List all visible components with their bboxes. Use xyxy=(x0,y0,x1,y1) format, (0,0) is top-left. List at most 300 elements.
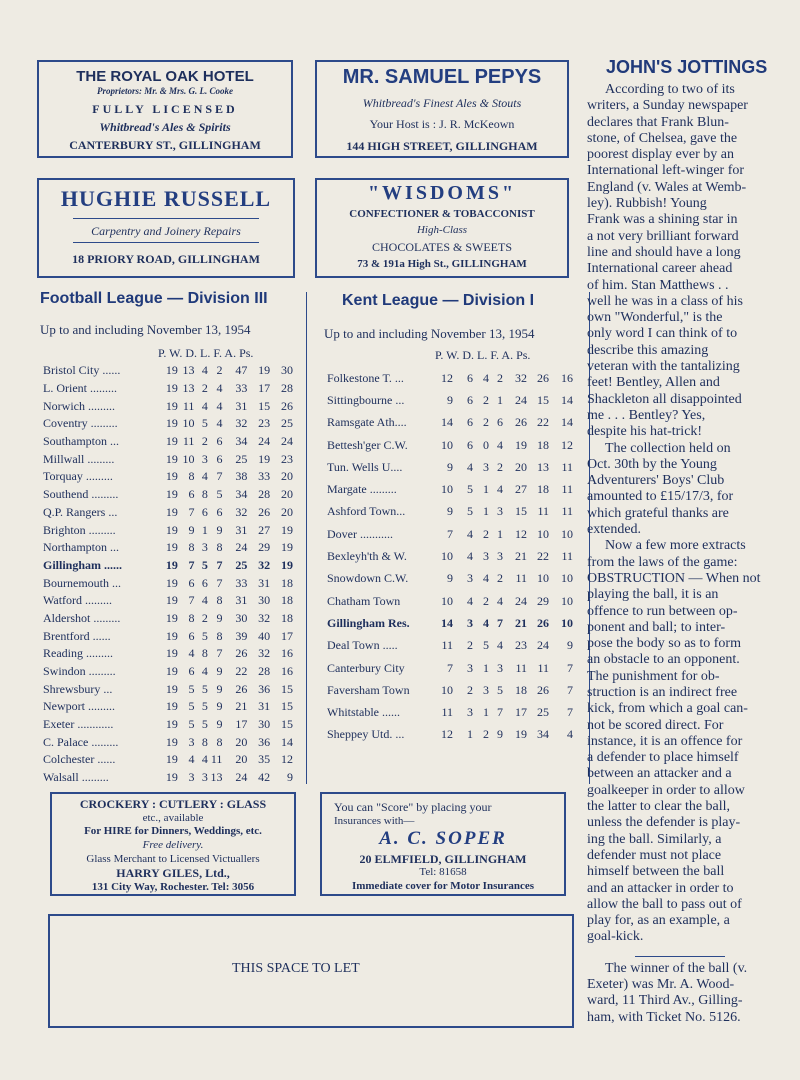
table-row xyxy=(43,610,293,628)
stat-pts: 14 xyxy=(281,734,293,749)
team-name: Colchester ...... xyxy=(43,752,116,767)
stat-d: 5 xyxy=(201,628,208,643)
ad-ac-soper xyxy=(320,792,566,896)
jottings-line: of him. Stan Matthews . . xyxy=(587,277,729,293)
jottings-line: allow the ball to pass out of xyxy=(587,896,742,912)
jottings-line: ley). Rubbish! Young xyxy=(587,196,707,212)
stat-a: 15 xyxy=(258,398,271,413)
stat-f: 34 xyxy=(235,434,248,449)
stat-p: 19 xyxy=(165,628,178,643)
stat-l: 6 xyxy=(497,415,503,430)
stat-w: 6 xyxy=(467,392,473,407)
jottings-line: The punishment for ob- xyxy=(587,668,720,684)
stat-w: 1 xyxy=(467,727,473,742)
ad-royal-oak-hotel xyxy=(37,60,293,158)
stat-d: 4 xyxy=(483,571,489,586)
giles-line-1: CROCKERY : CUTLERY : GLASS xyxy=(79,797,267,811)
jottings-paragraph-2 xyxy=(587,441,781,539)
stat-w: 8 xyxy=(188,540,195,555)
jottings-line: himself between the ball xyxy=(587,864,725,880)
team-name: Tun. Wells U.... xyxy=(327,459,403,474)
team-name: Bournemouth ... xyxy=(43,575,121,590)
stat-l: 4 xyxy=(216,416,223,431)
stat-p: 7 xyxy=(447,526,453,541)
stat-p: 19 xyxy=(165,717,178,732)
jottings-line: the latter to clear the ball, xyxy=(587,799,731,815)
table-row xyxy=(327,523,573,545)
stat-pts: 14 xyxy=(561,392,573,407)
stat-w: 6 xyxy=(188,664,195,679)
team-name: Millwall ......... xyxy=(43,451,115,466)
stat-l: 11 xyxy=(210,752,223,767)
stat-l: 1 xyxy=(497,392,503,407)
stat-w: 8 xyxy=(188,469,195,484)
jottings-line: writers, a Sunday newspaper xyxy=(587,98,748,114)
stat-l: 4 xyxy=(497,593,503,608)
table-row xyxy=(43,592,293,610)
jottings-line: International left-winger for xyxy=(587,163,745,179)
jottings-line: poorest display ever by an xyxy=(587,147,734,163)
stat-a: 31 xyxy=(258,699,271,714)
jottings-line: Now a few more extracts xyxy=(605,538,746,554)
stat-a: 24 xyxy=(537,638,549,653)
stat-f: 11 xyxy=(515,571,527,586)
column-rule-left xyxy=(306,292,307,784)
stat-a: 32 xyxy=(258,610,271,625)
team-name: Watford ......... xyxy=(43,593,113,608)
jottings-line: pose the body so as to form xyxy=(587,636,741,652)
soper-line-1: You can "Score" by placing your xyxy=(334,800,492,814)
jottings-line: Exeter) was Mr. A. Wood- xyxy=(587,977,735,993)
stat-pts: 10 xyxy=(561,526,573,541)
stat-d: 2 xyxy=(201,610,208,625)
stat-a: 34 xyxy=(537,727,549,742)
stat-a: 36 xyxy=(258,681,271,696)
stat-w: 3 xyxy=(188,734,195,749)
stat-a: 27 xyxy=(258,522,271,537)
stat-f: 21 xyxy=(515,549,527,564)
stat-l: 5 xyxy=(216,487,223,502)
stat-p: 19 xyxy=(165,593,178,608)
stat-p: 19 xyxy=(165,752,178,767)
soper-name: A. C. SOPER xyxy=(379,828,507,849)
stat-a: 26 xyxy=(537,682,549,697)
jottings-line: struction is an indirect free xyxy=(587,684,738,700)
table-row xyxy=(327,612,573,634)
giles-line-7: 131 City Way, Rochester. Tel: 3056 xyxy=(91,881,255,893)
stat-w: 6 xyxy=(467,437,473,452)
stat-w: 4 xyxy=(467,549,473,564)
stat-d: 4 xyxy=(201,363,208,378)
jottings-line: ing the ball. Similarly, a xyxy=(587,831,722,847)
stat-pts: 26 xyxy=(281,398,293,413)
stat-l: 7 xyxy=(497,615,503,630)
team-name: Reading ......... xyxy=(43,646,113,661)
football-league-title: Football League — Division III xyxy=(40,290,268,307)
stat-d: 4 xyxy=(483,370,489,385)
pepys-host: Your Host is : J. R. McKeown xyxy=(369,117,515,131)
stat-p: 19 xyxy=(165,540,178,555)
stat-pts: 10 xyxy=(561,593,573,608)
stat-w: 5 xyxy=(467,482,473,497)
team-name: Coventry ......... xyxy=(43,416,118,431)
stat-w: 10 xyxy=(182,416,195,431)
kent-league-table xyxy=(327,367,573,746)
football-league-subtitle: Up to and including November 13, 1954 xyxy=(40,322,251,337)
table-row xyxy=(327,478,573,500)
stat-l: 8 xyxy=(216,593,223,608)
team-name: Snowdown C.W. xyxy=(327,571,409,586)
stat-f: 19 xyxy=(515,727,527,742)
jottings-line: despite his hat-trick! xyxy=(587,424,703,440)
jottings-line: extended. xyxy=(587,522,642,538)
stat-a: 24 xyxy=(258,434,271,449)
stat-a: 28 xyxy=(258,664,271,679)
stat-d: 2 xyxy=(201,434,208,449)
stat-a: 18 xyxy=(537,437,549,452)
stat-pts: 11 xyxy=(561,459,573,474)
soper-tel: Tel: 81658 xyxy=(419,866,467,878)
jottings-line: own "Wonderful," is the xyxy=(587,310,723,326)
stat-a: 42 xyxy=(258,770,271,785)
stat-a: 19 xyxy=(258,363,271,378)
kent-league-header: P. W. D. L. F. A. Ps. xyxy=(435,348,531,362)
ad-hughie-russell xyxy=(37,178,295,278)
stat-w: 4 xyxy=(188,752,195,767)
team-name: Exeter ............ xyxy=(43,717,114,732)
stat-w: 6 xyxy=(188,628,195,643)
jottings-line: Adventurers' Boys' Club xyxy=(587,473,725,489)
stat-f: 32 xyxy=(235,504,248,519)
jottings-line: playing the ball, it is an xyxy=(587,587,719,603)
team-name: Shrewsbury ... xyxy=(43,681,113,696)
stat-f: 18 xyxy=(515,682,527,697)
ad-wisdoms xyxy=(315,178,569,278)
jottings-line: goal-kick. xyxy=(587,929,644,945)
stat-w: 3 xyxy=(467,660,473,675)
stat-d: 3 xyxy=(201,770,208,785)
table-row xyxy=(327,367,573,389)
stat-a: 18 xyxy=(537,482,549,497)
stat-d: 4 xyxy=(201,752,208,767)
stat-a: 26 xyxy=(537,370,549,385)
table-row xyxy=(43,415,293,433)
team-name: Aldershot ......... xyxy=(43,610,121,625)
stat-p: 10 xyxy=(441,482,453,497)
royal-oak-licensed: FULLY LICENSED xyxy=(92,102,238,116)
stat-l: 4 xyxy=(216,381,223,396)
giles-line-2: etc., available xyxy=(142,812,204,824)
jottings-line: only word I can think of to xyxy=(587,326,738,342)
stat-f: 17 xyxy=(235,717,248,732)
stat-d: 5 xyxy=(201,557,208,572)
team-name: Walsall ......... xyxy=(43,770,109,785)
stat-f: 15 xyxy=(515,504,527,519)
team-name: Whitstable ...... xyxy=(327,705,400,720)
stat-f: 26 xyxy=(235,681,248,696)
stat-f: 11 xyxy=(515,660,527,675)
jottings-column xyxy=(587,82,781,1026)
stat-l: 9 xyxy=(216,664,223,679)
stat-l: 4 xyxy=(497,437,503,452)
team-name: Swindon ......... xyxy=(43,664,116,679)
russell-title: HUGHIE RUSSELL xyxy=(60,186,272,211)
stat-pts: 10 xyxy=(561,615,573,630)
stat-f: 38 xyxy=(235,469,248,484)
stat-l: 9 xyxy=(216,522,223,537)
stat-d: 5 xyxy=(201,717,208,732)
stat-pts: 19 xyxy=(281,540,293,555)
stat-l: 5 xyxy=(497,682,503,697)
jottings-line: declares that Frank Blun- xyxy=(587,114,729,130)
russell-address: 18 PRIORY ROAD, GILLINGHAM xyxy=(72,252,260,266)
soper-cover: Immediate cover for Motor Insurances xyxy=(351,880,535,892)
stat-d: 6 xyxy=(201,575,208,590)
stat-l: 2 xyxy=(216,363,223,378)
table-row xyxy=(327,635,573,657)
stat-f: 31 xyxy=(235,522,248,537)
table-row xyxy=(43,663,293,681)
stat-d: 3 xyxy=(201,540,208,555)
stat-a: 40 xyxy=(258,628,271,643)
stat-a: 26 xyxy=(258,504,271,519)
stat-d: 5 xyxy=(483,638,489,653)
stat-a: 23 xyxy=(258,416,271,431)
stat-d: 5 xyxy=(201,681,208,696)
stat-l: 9 xyxy=(497,727,503,742)
jottings-line: a defender to place himself xyxy=(587,750,739,766)
kent-league-title: Kent League — Division I xyxy=(342,292,535,309)
russell-divider-2 xyxy=(73,242,259,243)
stat-w: 5 xyxy=(188,717,195,732)
stat-d: 4 xyxy=(201,469,208,484)
giles-line-4: Free delivery. xyxy=(142,839,204,851)
stat-w: 2 xyxy=(467,638,473,653)
team-name: Northampton ... xyxy=(43,540,119,555)
stat-pts: 18 xyxy=(281,575,293,590)
table-row xyxy=(327,679,573,701)
jottings-line: kick, from which a goal can- xyxy=(587,701,748,717)
stat-l: 1 xyxy=(497,526,503,541)
stat-pts: 25 xyxy=(281,416,293,431)
stat-d: 4 xyxy=(201,593,208,608)
stat-d: 2 xyxy=(483,392,489,407)
team-name: Brentford ...... xyxy=(43,628,111,643)
stat-f: 20 xyxy=(515,459,527,474)
stat-d: 2 xyxy=(483,727,489,742)
stat-d: 4 xyxy=(483,615,489,630)
stat-w: 4 xyxy=(467,459,473,474)
stat-p: 9 xyxy=(447,392,453,407)
stat-p: 10 xyxy=(441,437,453,452)
stat-pts: 20 xyxy=(281,487,293,502)
stat-l: 9 xyxy=(216,699,223,714)
stat-f: 24 xyxy=(515,392,527,407)
stat-f: 31 xyxy=(235,398,248,413)
stat-f: 20 xyxy=(235,734,248,749)
stat-d: 4 xyxy=(201,664,208,679)
stat-d: 3 xyxy=(483,459,489,474)
jottings-line: Shackleton all disappointed xyxy=(587,391,742,407)
stat-p: 19 xyxy=(165,664,178,679)
stat-p: 19 xyxy=(165,734,178,749)
table-row xyxy=(43,680,293,698)
table-row xyxy=(43,433,293,451)
space-to-let-label: THIS SPACE TO LET xyxy=(232,961,360,976)
team-name: Faversham Town xyxy=(327,682,410,697)
stat-p: 10 xyxy=(441,593,453,608)
stat-d: 4 xyxy=(201,398,208,413)
stat-p: 12 xyxy=(441,370,453,385)
royal-oak-ales: Whitbread's Ales & Spirits xyxy=(99,120,231,134)
stat-pts: 16 xyxy=(281,664,293,679)
team-name: Newport ......... xyxy=(43,699,115,714)
stat-a: 32 xyxy=(258,557,271,572)
stat-f: 39 xyxy=(235,628,248,643)
jottings-divider xyxy=(635,956,725,957)
stat-p: 9 xyxy=(447,571,453,586)
stat-w: 4 xyxy=(467,593,473,608)
stat-p: 19 xyxy=(165,557,178,572)
table-row xyxy=(43,751,293,769)
stat-p: 19 xyxy=(165,610,178,625)
team-name: Gillingham ...... xyxy=(43,557,123,572)
stat-p: 19 xyxy=(165,469,178,484)
stat-a: 36 xyxy=(258,734,271,749)
team-name: Torquay ......... xyxy=(43,469,113,484)
stat-l: 2 xyxy=(497,459,503,474)
stat-pts: 11 xyxy=(561,549,573,564)
stat-d: 6 xyxy=(201,504,208,519)
jottings-line: between an attacker and a xyxy=(587,766,732,782)
giles-line-6: HARRY GILES, Ltd., xyxy=(116,866,230,880)
stat-a: 30 xyxy=(258,717,271,732)
table-row xyxy=(43,557,293,575)
kent-league-subtitle: Up to and including November 13, 1954 xyxy=(324,326,535,341)
stat-w: 11 xyxy=(182,434,195,449)
team-name: Q.P. Rangers ... xyxy=(43,504,118,519)
soper-address: 20 ELMFIELD, GILLINGHAM xyxy=(359,852,527,866)
stat-l: 4 xyxy=(497,638,503,653)
stat-pts: 15 xyxy=(281,681,293,696)
stat-pts: 7 xyxy=(567,660,573,675)
team-name: Canterbury City xyxy=(327,660,405,675)
stat-f: 32 xyxy=(235,416,248,431)
stat-l: 8 xyxy=(216,540,223,555)
stat-l: 13 xyxy=(210,770,223,785)
jottings-line: OBSTRUCTION — When not xyxy=(587,570,761,586)
stat-p: 19 xyxy=(165,416,178,431)
stat-f: 25 xyxy=(235,557,248,572)
stat-f: 20 xyxy=(235,752,248,767)
team-name: Gillingham Res. xyxy=(327,615,410,630)
stat-p: 19 xyxy=(165,522,178,537)
stat-a: 15 xyxy=(537,392,549,407)
stat-d: 2 xyxy=(483,526,489,541)
stat-pts: 14 xyxy=(561,415,573,430)
table-row xyxy=(43,698,293,716)
team-name: Margate ......... xyxy=(327,482,397,497)
stat-w: 8 xyxy=(188,610,195,625)
stat-pts: 16 xyxy=(561,370,573,385)
stat-w: 4 xyxy=(467,526,473,541)
stat-d: 2 xyxy=(201,381,208,396)
table-row xyxy=(327,657,573,679)
team-name: Sittingbourne ... xyxy=(327,392,405,407)
stat-d: 8 xyxy=(201,734,208,749)
stat-l: 9 xyxy=(216,610,223,625)
stat-l: 4 xyxy=(216,398,223,413)
jottings-line: describe this amazing xyxy=(587,342,709,358)
table-row xyxy=(43,645,293,663)
stat-w: 2 xyxy=(467,682,473,697)
stat-pts: 28 xyxy=(281,381,293,396)
jottings-line: According to two of its xyxy=(605,82,735,97)
stat-w: 13 xyxy=(182,381,195,396)
stat-pts: 24 xyxy=(281,434,293,449)
stat-pts: 15 xyxy=(281,717,293,732)
football-league-table xyxy=(43,362,293,787)
table-row xyxy=(327,545,573,567)
stat-a: 11 xyxy=(537,504,549,519)
table-row xyxy=(43,486,293,504)
football-league-header: P. W. D. L. F. A. Ps. xyxy=(158,346,254,360)
stat-a: 13 xyxy=(537,459,549,474)
team-name: Norwich ......... xyxy=(43,398,115,413)
stat-l: 8 xyxy=(216,734,223,749)
stat-p: 19 xyxy=(165,487,178,502)
stat-d: 3 xyxy=(483,682,489,697)
stat-d: 1 xyxy=(483,504,489,519)
stat-f: 25 xyxy=(235,451,248,466)
stat-p: 19 xyxy=(165,504,178,519)
jottings-line: line and should have a long xyxy=(587,244,741,260)
jottings-line: an obstacle to an opponent. xyxy=(587,652,740,668)
stat-d: 2 xyxy=(483,593,489,608)
stat-l: 6 xyxy=(216,434,223,449)
stat-l: 7 xyxy=(216,575,223,590)
table-row xyxy=(43,468,293,486)
stat-p: 7 xyxy=(447,660,453,675)
stat-pts: 20 xyxy=(281,469,293,484)
jottings-line: Frank was a shining star in xyxy=(587,212,738,228)
table-row xyxy=(327,456,573,478)
stat-pts: 7 xyxy=(567,682,573,697)
team-name: L. Orient ......... xyxy=(43,381,117,396)
team-name: Ashford Town... xyxy=(327,504,406,519)
stat-a: 11 xyxy=(537,660,549,675)
stat-w: 3 xyxy=(188,770,195,785)
jottings-line: which grateful thanks are xyxy=(587,505,729,521)
table-row xyxy=(327,724,573,746)
stat-pts: 18 xyxy=(281,610,293,625)
team-name: C. Palace ......... xyxy=(43,734,119,749)
team-name: Ramsgate Ath.... xyxy=(327,415,407,430)
stat-w: 3 xyxy=(467,571,473,586)
stat-p: 19 xyxy=(165,770,178,785)
stat-f: 24 xyxy=(235,770,248,785)
table-row xyxy=(43,539,293,557)
stat-p: 19 xyxy=(165,699,178,714)
team-name: Brighton ......... xyxy=(43,522,116,537)
stat-w: 11 xyxy=(182,398,195,413)
jottings-line: The collection held on xyxy=(605,440,731,456)
stat-d: 5 xyxy=(201,699,208,714)
stat-pts: 30 xyxy=(281,363,293,378)
stat-a: 22 xyxy=(537,415,549,430)
stat-p: 19 xyxy=(165,363,178,378)
pepys-ales: Whitbread's Finest Ales & Stouts xyxy=(362,96,522,110)
